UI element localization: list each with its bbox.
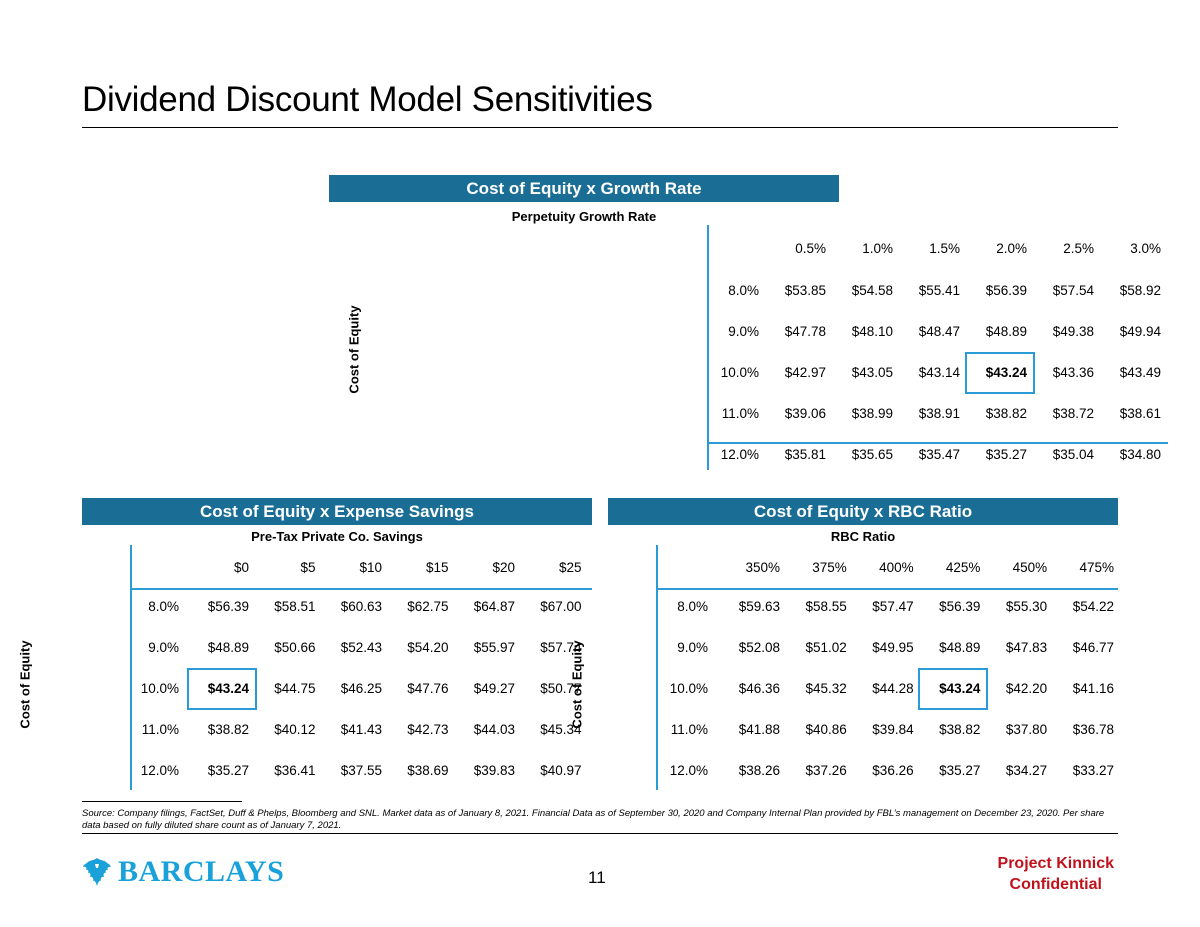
table-cell: $35.27 bbox=[985, 447, 1027, 462]
column-header: 0.5% bbox=[795, 241, 826, 256]
column-header: 350% bbox=[745, 560, 780, 575]
table-vertical-rule bbox=[130, 545, 132, 790]
table-cell: $47.78 bbox=[784, 324, 826, 339]
table-cell: $46.77 bbox=[1072, 640, 1114, 655]
column-header: 1.0% bbox=[862, 241, 893, 256]
page-number: 11 bbox=[588, 868, 606, 887]
table-cell: $37.26 bbox=[805, 763, 847, 778]
row-axis-label: Cost of Equity bbox=[346, 305, 362, 394]
table-cell: $43.14 bbox=[918, 365, 960, 380]
table-cell: $52.08 bbox=[738, 640, 780, 655]
column-header: 1.5% bbox=[929, 241, 960, 256]
row-header: 11.0% bbox=[670, 722, 708, 737]
table-cell: $46.25 bbox=[340, 681, 382, 696]
table-cell: $58.92 bbox=[1119, 283, 1161, 298]
row-header: 10.0% bbox=[720, 365, 759, 380]
column-header: 375% bbox=[812, 560, 847, 575]
footer-divider bbox=[82, 833, 1118, 834]
table-cell: $39.06 bbox=[784, 406, 826, 421]
table-cell: $38.26 bbox=[738, 763, 780, 778]
table-cell: $42.20 bbox=[1005, 681, 1048, 696]
table-cell: $57.54 bbox=[1052, 283, 1094, 298]
table-cell: $38.82 bbox=[985, 406, 1027, 421]
table-cell: $54.20 bbox=[407, 640, 449, 655]
eagle-icon bbox=[82, 856, 112, 888]
row-header: 8.0% bbox=[677, 599, 708, 614]
table-cell: $48.89 bbox=[939, 640, 981, 655]
title-divider bbox=[82, 127, 1118, 128]
table-cell: $54.22 bbox=[1072, 599, 1114, 614]
row-header: 9.0% bbox=[728, 324, 759, 339]
table-cell: $55.30 bbox=[1005, 599, 1048, 614]
table-vertical-rule bbox=[707, 225, 709, 470]
highlighted-cell: $43.24 bbox=[985, 365, 1027, 380]
table-cell: $49.94 bbox=[1119, 324, 1161, 339]
table-cell: $35.47 bbox=[918, 447, 960, 462]
table-cell: $49.27 bbox=[473, 681, 515, 696]
table-cell: $38.69 bbox=[407, 763, 449, 778]
table-cell: $37.80 bbox=[1005, 722, 1048, 737]
table-cell: $55.41 bbox=[918, 283, 960, 298]
table-cell: $35.04 bbox=[1052, 447, 1094, 462]
table-cell: $40.86 bbox=[805, 722, 847, 737]
table-cell: $41.43 bbox=[340, 722, 382, 737]
table-cell: $35.81 bbox=[784, 447, 826, 462]
table-cell: $56.39 bbox=[207, 599, 249, 614]
table-title: Cost of Equity x Expense Savings bbox=[82, 498, 592, 525]
table-horizontal-rule bbox=[707, 442, 1168, 444]
table-cell: $34.80 bbox=[1119, 447, 1161, 462]
growth-sensitivity-table bbox=[329, 175, 1161, 475]
table-cell: $50.66 bbox=[274, 640, 316, 655]
table-cell: $44.75 bbox=[274, 681, 316, 696]
table-cell: $48.89 bbox=[207, 640, 249, 655]
source-note: Source: Company filings, FactSet, Duff & Phelps, Bloomberg and SNL. Market data as of January 8, 2021. Financial Data as of September 30, 2020 and Company Internal Plan provided by FBL’s management on December 23, 2020. Per share data based on fully diluted share count as of January 7, 2021. bbox=[82, 808, 1105, 831]
table-cell: $58.51 bbox=[274, 599, 316, 614]
table-cell: $62.75 bbox=[407, 599, 449, 614]
table-horizontal-rule bbox=[130, 588, 592, 590]
table-cell: $38.61 bbox=[1119, 406, 1161, 421]
table-cell: $35.27 bbox=[207, 763, 249, 778]
table-title: Cost of Equity x Growth Rate bbox=[329, 175, 839, 202]
column-header: 400% bbox=[879, 560, 914, 575]
table-cell: $44.03 bbox=[473, 722, 515, 737]
row-header: 10.0% bbox=[669, 681, 708, 696]
expense-sensitivity-table bbox=[17, 498, 592, 795]
highlighted-cell: $43.24 bbox=[207, 681, 249, 696]
row-header: 8.0% bbox=[148, 599, 179, 614]
row-header: 12.0% bbox=[669, 763, 708, 778]
table-cell: $34.27 bbox=[1005, 763, 1048, 778]
table-cell: $37.55 bbox=[340, 763, 382, 778]
column-axis-label: Perpetuity Growth Rate bbox=[511, 209, 657, 224]
table-cell: $49.95 bbox=[872, 640, 914, 655]
column-header: $15 bbox=[425, 560, 449, 575]
table-cell: $67.00 bbox=[540, 599, 582, 614]
column-header: 425% bbox=[945, 560, 981, 575]
table-cell: $40.97 bbox=[540, 763, 582, 778]
table-cell: $42.97 bbox=[784, 365, 826, 380]
row-header: 9.0% bbox=[148, 640, 179, 655]
table-cell: $54.58 bbox=[851, 283, 893, 298]
page-title: Dividend Discount Model Sensitivities bbox=[82, 80, 653, 119]
table-cell: $46.36 bbox=[738, 681, 780, 696]
table-cell: $39.83 bbox=[473, 763, 515, 778]
table-cell: $35.27 bbox=[939, 763, 981, 778]
table-cell: $38.82 bbox=[939, 722, 981, 737]
table-cell: $33.27 bbox=[1072, 763, 1114, 778]
column-header: $0 bbox=[233, 560, 249, 575]
table-cell: $38.91 bbox=[918, 406, 960, 421]
row-header: 11.0% bbox=[721, 406, 759, 421]
table-cell: $47.76 bbox=[407, 681, 449, 696]
table-cell: $36.26 bbox=[872, 763, 914, 778]
table-cell: $42.73 bbox=[407, 722, 449, 737]
table-cell: $48.47 bbox=[918, 324, 960, 339]
table-cell: $44.28 bbox=[872, 681, 914, 696]
table-vertical-rule bbox=[656, 545, 658, 790]
project-label bbox=[998, 853, 1114, 895]
table-cell: $48.89 bbox=[985, 324, 1027, 339]
column-header: 2.5% bbox=[1063, 241, 1094, 256]
table-cell: $40.12 bbox=[274, 722, 316, 737]
row-header: 11.0% bbox=[141, 722, 179, 737]
table-horizontal-rule bbox=[656, 588, 1118, 590]
column-header: $25 bbox=[558, 560, 582, 575]
column-header: 475% bbox=[1079, 560, 1114, 575]
column-axis-label: Pre-Tax Private Co. Savings bbox=[251, 529, 423, 544]
highlighted-cell: $43.24 bbox=[939, 681, 981, 696]
logo-wordmark: BARCLAYS bbox=[118, 855, 285, 888]
table-cell: $57.47 bbox=[872, 599, 914, 614]
table-cell: $64.87 bbox=[473, 599, 515, 614]
table-cell: $47.83 bbox=[1005, 640, 1048, 655]
row-axis-label: Cost of Equity bbox=[17, 640, 33, 729]
table-cell: $38.99 bbox=[851, 406, 893, 421]
table-cell: $53.85 bbox=[784, 283, 826, 298]
table-cell: $56.39 bbox=[939, 599, 981, 614]
table-cell: $57.74 bbox=[540, 640, 582, 655]
row-header: 12.0% bbox=[140, 763, 179, 778]
row-axis-label: Cost of Equity bbox=[569, 640, 585, 729]
column-header: $10 bbox=[359, 560, 382, 575]
table-cell: $50.77 bbox=[540, 681, 582, 696]
table-cell: $38.72 bbox=[1052, 406, 1094, 421]
column-axis-label: RBC Ratio bbox=[830, 529, 896, 544]
rbc-sensitivity-table bbox=[569, 498, 1118, 795]
table-cell: $59.63 bbox=[738, 599, 780, 614]
barclays-logo bbox=[82, 855, 284, 889]
column-header: 2.0% bbox=[996, 241, 1027, 256]
table-title: Cost of Equity x RBC Ratio bbox=[608, 498, 1118, 525]
row-header: 10.0% bbox=[140, 681, 179, 696]
table-cell: $43.05 bbox=[851, 365, 893, 380]
row-header: 9.0% bbox=[677, 640, 708, 655]
table-cell: $36.78 bbox=[1072, 722, 1114, 737]
table-cell: $45.34 bbox=[540, 722, 582, 737]
table-cell: $51.02 bbox=[805, 640, 847, 655]
table-cell: $39.84 bbox=[872, 722, 914, 737]
table-cell: $41.88 bbox=[738, 722, 780, 737]
table-cell: $60.63 bbox=[340, 599, 382, 614]
table-cell: $45.32 bbox=[805, 681, 847, 696]
table-cell: $49.38 bbox=[1052, 324, 1094, 339]
column-header: $20 bbox=[492, 560, 515, 575]
column-header: 3.0% bbox=[1130, 241, 1161, 256]
table-cell: $56.39 bbox=[985, 283, 1027, 298]
table-cell: $38.82 bbox=[207, 722, 249, 737]
column-header: $5 bbox=[300, 560, 316, 575]
row-header: 12.0% bbox=[720, 447, 759, 462]
confidential-label: Confidential bbox=[1009, 876, 1102, 893]
table-cell: $55.97 bbox=[473, 640, 515, 655]
table-cell: $48.10 bbox=[851, 324, 893, 339]
source-divider bbox=[82, 801, 242, 802]
project-name: Project Kinnick bbox=[997, 855, 1114, 872]
table-cell: $43.36 bbox=[1052, 365, 1094, 380]
table-cell: $52.43 bbox=[340, 640, 382, 655]
row-header: 8.0% bbox=[728, 283, 759, 298]
table-cell: $43.49 bbox=[1119, 365, 1161, 380]
table-cell: $58.55 bbox=[805, 599, 847, 614]
column-header: 450% bbox=[1012, 560, 1048, 575]
table-cell: $41.16 bbox=[1072, 681, 1114, 696]
table-cell: $35.65 bbox=[851, 447, 893, 462]
table-cell: $36.41 bbox=[274, 763, 316, 778]
